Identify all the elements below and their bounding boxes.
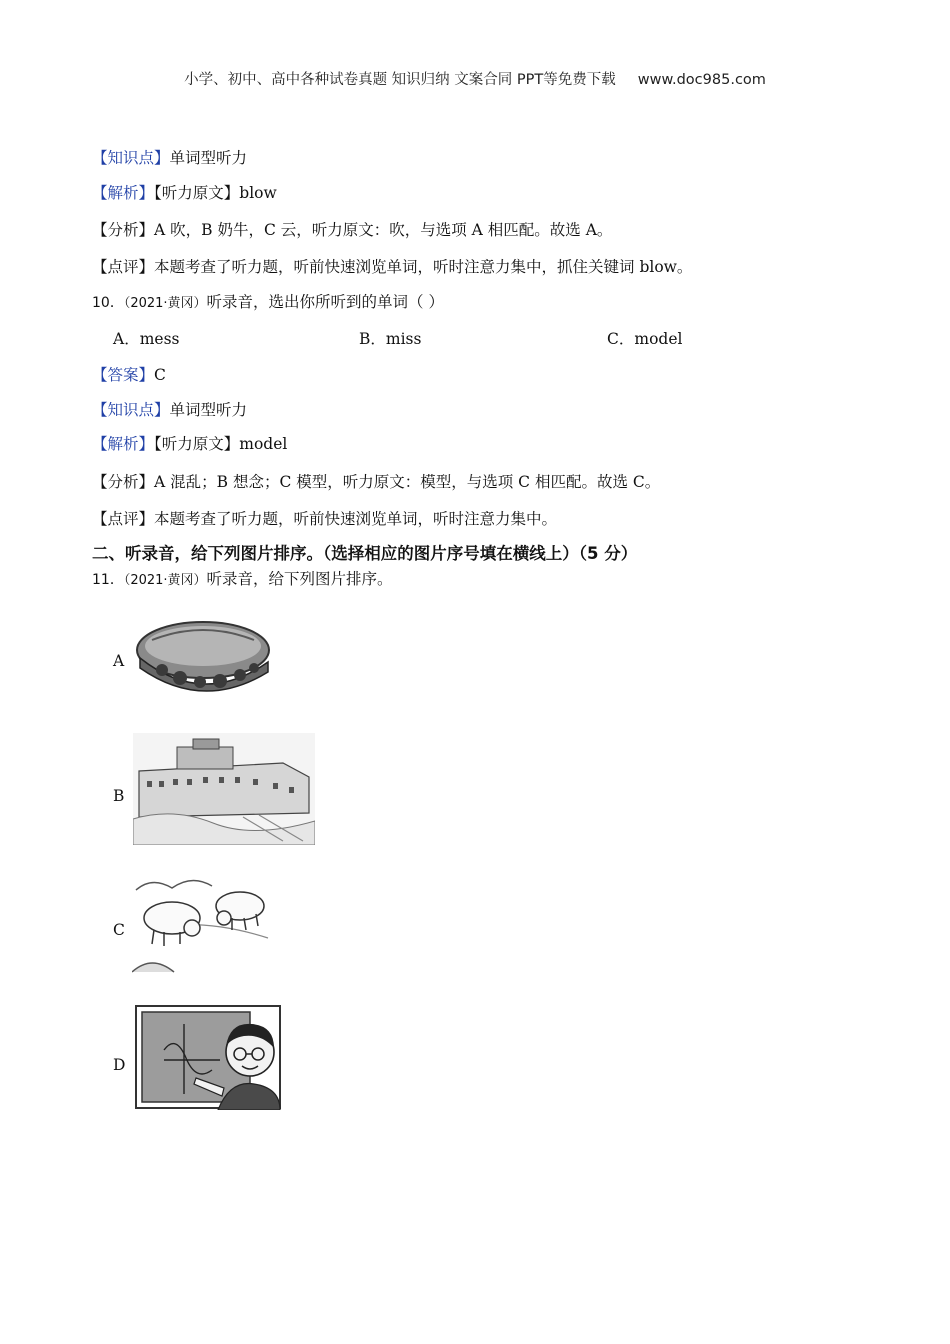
q9-breakdown (92, 218, 612, 240)
breakdown-text: A 混乱；B 想念；C 模型，听力原文：模型，与选项 C 相匹配。故选 C。 (154, 473, 661, 491)
header-url[interactable]: www.doc985.com (637, 72, 766, 88)
knowledge-tag: 【知识点】 (92, 401, 170, 419)
breakdown-text: A 吹，B 奶牛，C 云，听力原文：吹，与选项 A 相匹配。故选 A。 (154, 221, 613, 239)
q10-option-c[interactable] (607, 327, 682, 349)
option-text: model (634, 330, 683, 348)
q10-answer (92, 363, 166, 385)
page-header (0, 68, 950, 89)
q10-number: 10． (92, 295, 124, 311)
picture-b-label: B (113, 787, 125, 805)
picture-d-label: D (113, 1056, 126, 1074)
option-label: A． (113, 330, 140, 348)
knowledge-text: 单词型听力 (169, 149, 248, 167)
analysis-text: 【听力原文】model (154, 435, 288, 453)
option-text: miss (385, 330, 422, 348)
q10-option-a[interactable] (113, 327, 179, 349)
analysis-text: 【听力原文】blow (154, 184, 277, 202)
q10-comment (92, 507, 557, 529)
comment-tag: 【点评】 (92, 258, 155, 276)
breakdown-tag: 【分析】 (92, 473, 155, 491)
picture-a-label: A (113, 652, 125, 670)
q11-source: （2021·黄冈） (123, 573, 207, 588)
q10-source: （2021·黄冈） (123, 296, 207, 311)
knowledge-text: 单词型听力 (169, 401, 248, 419)
sandwich-illustration (132, 610, 274, 710)
picture-c-label: C (113, 921, 125, 939)
option-label: C． (607, 330, 635, 348)
comment-text: 本题考查了听力题，听前快速浏览单词，听时注意力集中，抓住关键词 blow。 (154, 258, 693, 276)
option-text: mess (139, 330, 180, 348)
section-title: 二、听录音，给下列图片排序。（选择相应的图片序号填在横线上）（5 分） (92, 544, 638, 563)
q10-option-b[interactable] (359, 327, 421, 349)
q10-analysis (92, 432, 287, 454)
yaks-illustration (132, 868, 274, 980)
q11-number: 11． (92, 572, 124, 588)
q10-stem-text: 听录音，选出你所听到的单词（ ） (206, 293, 444, 311)
breakdown-tag: 【分析】 (92, 221, 155, 239)
option-label: B． (359, 330, 386, 348)
palace-illustration (133, 733, 315, 845)
answer-text: C (154, 366, 166, 384)
header-text: 小学、初中、高中各种试卷真题 知识归纳 文案合同 PPT等免费下载 (184, 72, 616, 88)
q9-knowledge (92, 146, 247, 168)
q10-breakdown (92, 470, 660, 492)
q9-comment (92, 255, 692, 277)
q10-stem (92, 290, 444, 312)
analysis-tag: 【解析】 (92, 184, 155, 202)
q9-analysis (92, 181, 277, 203)
comment-tag: 【点评】 (92, 510, 155, 528)
knowledge-tag: 【知识点】 (92, 149, 170, 167)
comment-text: 本题考查了听力题，听前快速浏览单词，听时注意力集中。 (154, 510, 558, 528)
q10-knowledge (92, 398, 247, 420)
analysis-tag: 【解析】 (92, 435, 155, 453)
teacher-illustration (134, 1004, 282, 1110)
answer-tag: 【答案】 (92, 366, 155, 384)
q11-stem (92, 567, 393, 589)
q11-stem-text: 听录音，给下列图片排序。 (206, 570, 393, 588)
